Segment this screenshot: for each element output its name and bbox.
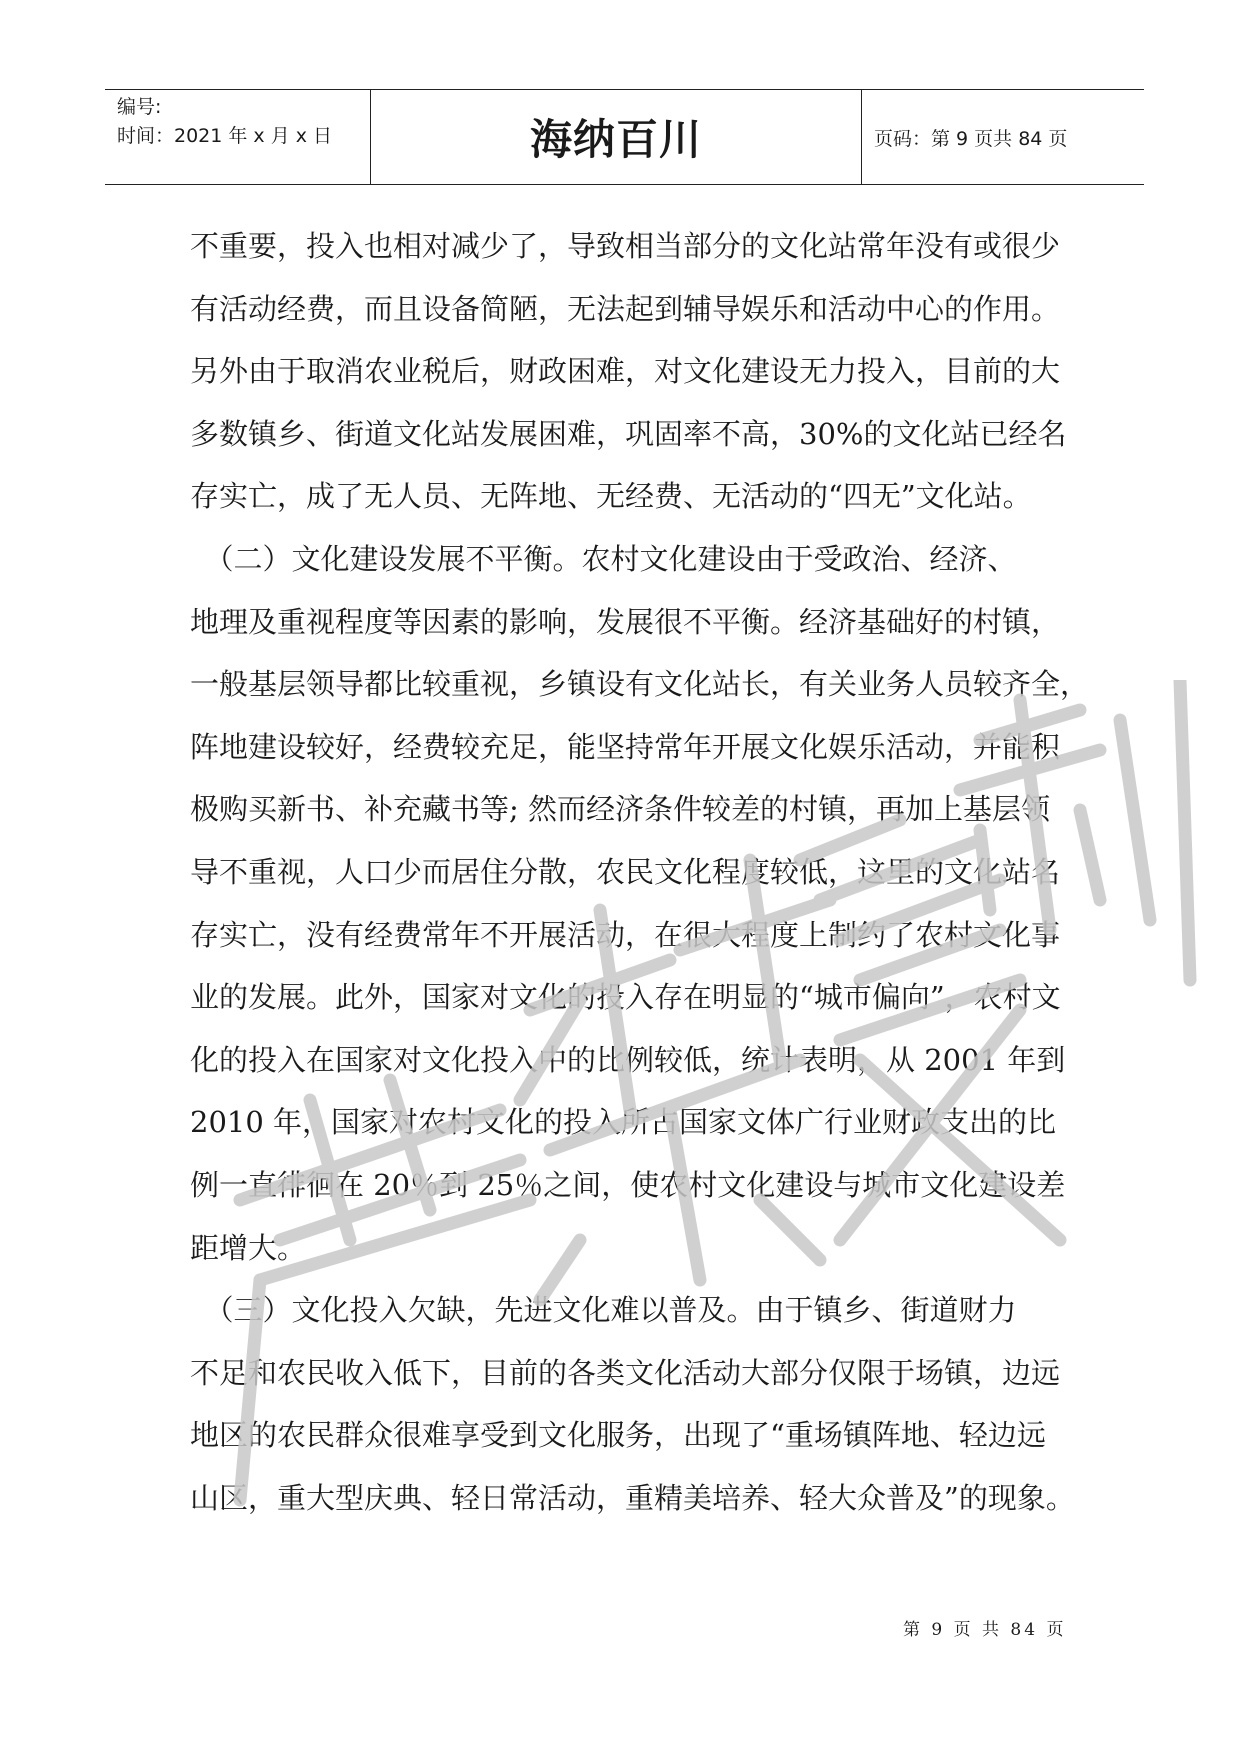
document-number-label: 编号: bbox=[117, 96, 162, 118]
text-line: 山区，重大型庆典、轻日常活动，重精美培养、轻大众普及”的现象。 bbox=[190, 1480, 1075, 1515]
header-page-number: 页码：第 9 页共 84 页 bbox=[874, 127, 1068, 150]
text-line: 阵地建设较好，经费较充足，能坚持常年开展文化娱乐活动，并能积 bbox=[190, 729, 1061, 764]
header-title: 海纳百川 bbox=[371, 90, 862, 184]
text-line: 有活动经费，而且设备简陋，无法起到辅导娱乐和活动中心的作用。 bbox=[190, 291, 1061, 326]
text-line: 2010 年，国家对农村文化的投入所占国家文体广行业财政支出的比 bbox=[190, 1105, 1057, 1140]
text-line: 多数镇乡、街道文化站发展困难，巩固率不高，30%的文化站已经名 bbox=[190, 416, 1067, 451]
text-line: 一般基层领导都比较重视，乡镇设有文化站长，有关业务人员较齐全， bbox=[190, 667, 1090, 702]
text-line: 地理及重视程度等因素的影响，发展很不平衡。经济基础好的村镇， bbox=[190, 604, 1061, 639]
page-footer: 第 9 页 共 84 页 bbox=[903, 1620, 1067, 1640]
page-header bbox=[105, 89, 1144, 185]
text-line: 例一直徘徊在 20％到 25％之间，使农村文化建设与城市文化建设差 bbox=[190, 1167, 1066, 1202]
text-line: 化的投入在国家对文化投入中的比例较低，统计表明，从 2001 年到 bbox=[190, 1042, 1066, 1077]
document-body bbox=[190, 215, 1090, 1529]
text-line: 另外由于取消农业税后，财政困难，对文化建设无力投入，目前的大 bbox=[190, 354, 1061, 389]
text-line: 距增大。 bbox=[190, 1230, 307, 1265]
header-meta bbox=[105, 90, 371, 184]
text-line: 极购买新书、补充藏书等; 然而经济条件较差的村镇，再加上基层领 bbox=[190, 792, 1050, 827]
text-line: 不足和农民收入低下，目前的各类文化活动大部分仅限于场镇，边远 bbox=[190, 1355, 1061, 1390]
document-date-label: 时间：2021 年 x 月 x 日 bbox=[117, 125, 333, 147]
text-line: （三）文化投入欠缺，先进文化难以普及。由于镇乡、街道财力 bbox=[190, 1293, 1017, 1328]
text-line: 存实亡，成了无人员、无阵地、无经费、无活动的“四无”文化站。 bbox=[190, 479, 1032, 514]
text-line: 存实亡，没有经费常年不开展活动，在很大程度上制约了农村文化事 bbox=[190, 917, 1061, 952]
text-line: 地区的农民群众很难享受到文化服务，出现了“重场镇阵地、轻边远 bbox=[190, 1418, 1046, 1453]
text-line: 不重要，投入也相对减少了，导致相当部分的文化站常年没有或很少 bbox=[190, 229, 1061, 263]
text-line: 业的发展。此外，国家对文化的投入存在明显的“城市偏向”，农村文 bbox=[190, 980, 1061, 1015]
text-line: 导不重视，人口少而居住分散，农民文化程度较低，这里的文化站名 bbox=[190, 854, 1061, 889]
text-line: （二）文化建设发展不平衡。农村文化建设由于受政治、经济、 bbox=[190, 541, 1017, 576]
